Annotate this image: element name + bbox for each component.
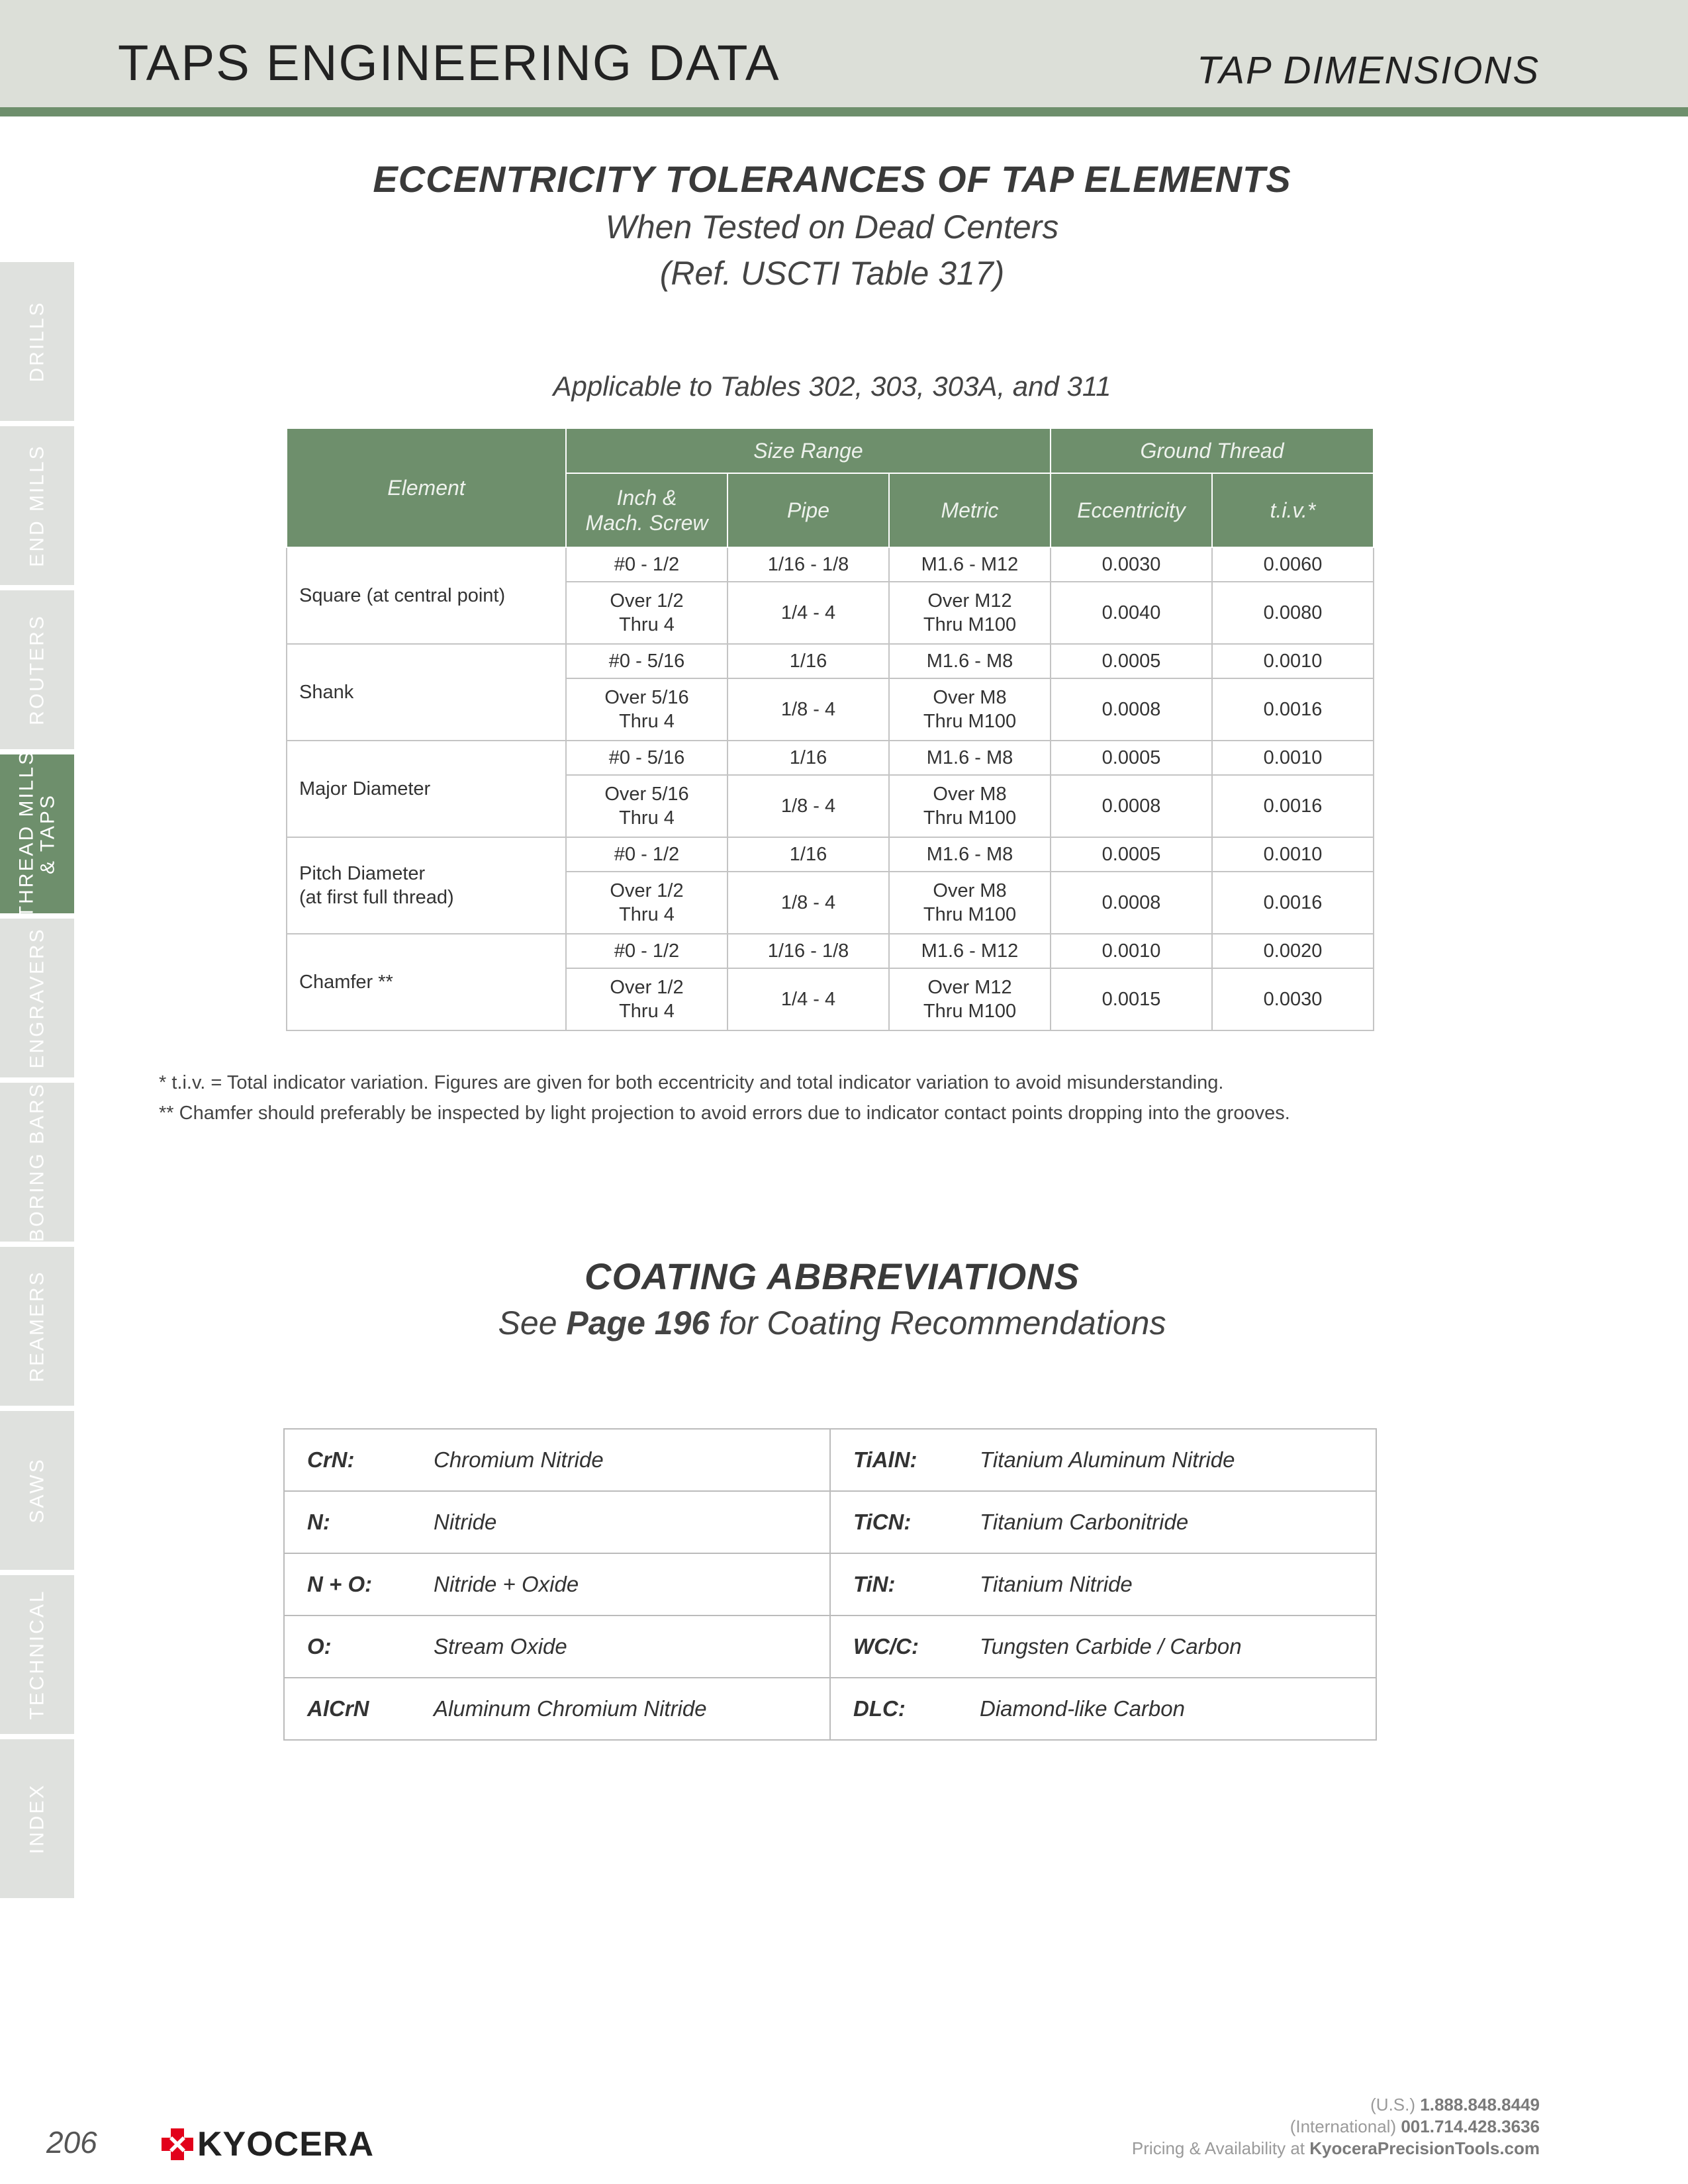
pricing-label: Pricing & Availability at bbox=[1131, 2138, 1305, 2158]
tiv-cell: 0.0016 bbox=[1212, 775, 1374, 837]
pipe-cell: 1/8 - 4 bbox=[727, 872, 889, 934]
tiv-cell: 0.0080 bbox=[1212, 582, 1374, 644]
side-tab-label: BORING BARS bbox=[26, 1082, 48, 1242]
element-line1: Pitch Diameter bbox=[299, 862, 426, 884]
header-ground-thread: Ground Thread bbox=[1051, 428, 1374, 473]
side-tab-label: TECHNICAL bbox=[26, 1589, 48, 1720]
table-row bbox=[287, 644, 1374, 678]
intl-label: (International) bbox=[1289, 2116, 1397, 2136]
metric-line1: Over M12 bbox=[927, 590, 1012, 612]
inch-line1: #0 - 5/16 bbox=[608, 650, 685, 672]
coating-abbr: O: bbox=[284, 1615, 434, 1678]
pipe-cell: 1/8 - 4 bbox=[727, 678, 889, 741]
footnote-tiv: * t.i.v. = Total indicator variation. Figures are given for both eccentricity and total indicator variation to avoid misunderstanding. bbox=[159, 1072, 1224, 1093]
pipe-cell: 1/16 bbox=[727, 837, 889, 872]
metric-line1: M1.6 - M8 bbox=[926, 650, 1013, 672]
metric-cell bbox=[889, 547, 1051, 582]
header-element: Element bbox=[287, 428, 566, 547]
header-eccentricity: Eccentricity bbox=[1051, 473, 1212, 547]
inch-line1: #0 - 1/2 bbox=[614, 843, 680, 865]
coating-row bbox=[284, 1553, 1376, 1615]
metric-cell bbox=[889, 582, 1051, 644]
eccentricity-title: ECCENTRICITY TOLERANCES OF TAP ELEMENTS bbox=[373, 158, 1291, 200]
coating-abbr: N + O: bbox=[284, 1553, 434, 1615]
inch-cell bbox=[566, 547, 727, 582]
inch-cell bbox=[566, 968, 727, 1030]
inch-line1: #0 - 1/2 bbox=[614, 553, 680, 575]
coating-row bbox=[284, 1678, 1376, 1740]
tiv-cell: 0.0016 bbox=[1212, 872, 1374, 934]
inch-line2: Thru 4 bbox=[619, 614, 675, 635]
side-tab-routers[interactable] bbox=[0, 590, 74, 749]
side-tab-label-line2: & TAPS bbox=[36, 794, 58, 874]
coating-row bbox=[284, 1615, 1376, 1678]
side-tab-thread-mills-taps[interactable] bbox=[0, 749, 74, 919]
coating-abbr: DLC: bbox=[830, 1678, 980, 1740]
eccentricity-table bbox=[286, 428, 1374, 1031]
contact-web bbox=[1132, 2138, 1540, 2160]
coating-abbr: CrN: bbox=[284, 1429, 434, 1491]
metric-line2: Thru M100 bbox=[923, 711, 1017, 732]
inch-cell bbox=[566, 582, 727, 644]
coatings-subtitle bbox=[74, 1304, 1590, 1342]
tiv-cell: 0.0016 bbox=[1212, 678, 1374, 741]
side-tab-reamers[interactable] bbox=[0, 1247, 74, 1406]
eccentricity-cell: 0.0008 bbox=[1051, 775, 1212, 837]
coatings-title: COATING ABBREVIATIONS bbox=[585, 1255, 1080, 1297]
applicable-note: Applicable to Tables 302, 303, 303A, and 311 bbox=[553, 371, 1111, 402]
side-tab-end-mills[interactable] bbox=[0, 426, 74, 585]
inch-line2: Thru 4 bbox=[619, 711, 675, 732]
side-tab-label: INDEX bbox=[26, 1783, 48, 1854]
table-row bbox=[287, 934, 1374, 968]
inch-cell bbox=[566, 741, 727, 775]
eccentricity-cell: 0.0005 bbox=[1051, 837, 1212, 872]
kyocera-logo bbox=[162, 2127, 374, 2161]
eccentricity-cell: 0.0030 bbox=[1051, 547, 1212, 582]
inch-line2: Thru 4 bbox=[619, 904, 675, 925]
element-cell bbox=[287, 934, 566, 1030]
coating-name: Stream Oxide bbox=[434, 1615, 830, 1678]
coating-table bbox=[283, 1428, 1377, 1741]
coating-row bbox=[284, 1491, 1376, 1553]
inch-line1: #0 - 1/2 bbox=[614, 940, 680, 962]
inch-cell bbox=[566, 775, 727, 837]
coating-abbr: TiCN: bbox=[830, 1491, 980, 1553]
tiv-cell: 0.0010 bbox=[1212, 644, 1374, 678]
inch-line1: #0 - 5/16 bbox=[608, 747, 685, 768]
eccentricity-subtitle-1: When Tested on Dead Centers bbox=[605, 208, 1059, 246]
inch-line1: Over 5/16 bbox=[604, 783, 689, 805]
coating-abbr: TiN: bbox=[830, 1553, 980, 1615]
eccentricity-cell: 0.0040 bbox=[1051, 582, 1212, 644]
metric-line1: M1.6 - M12 bbox=[921, 553, 1019, 575]
page-number: 206 bbox=[46, 2125, 97, 2160]
header-inch-line1: Inch & bbox=[616, 485, 677, 510]
coating-name: Titanium Aluminum Nitride bbox=[980, 1429, 1376, 1491]
coating-name: Chromium Nitride bbox=[434, 1429, 830, 1491]
table-row bbox=[287, 547, 1374, 582]
inch-cell bbox=[566, 837, 727, 872]
element-cell bbox=[287, 837, 566, 934]
side-tab-label bbox=[17, 750, 58, 918]
table-row bbox=[287, 837, 1374, 872]
metric-line2: Thru M100 bbox=[923, 1001, 1017, 1022]
coating-name: Nitride + Oxide bbox=[434, 1553, 830, 1615]
element-line2: (at first full thread) bbox=[299, 887, 454, 908]
inch-line1: Over 5/16 bbox=[604, 686, 689, 708]
tiv-cell: 0.0060 bbox=[1212, 547, 1374, 582]
element-cell bbox=[287, 741, 566, 837]
metric-line2: Thru M100 bbox=[923, 807, 1017, 829]
section-title: TAP DIMENSIONS bbox=[1197, 49, 1540, 92]
element-line1: Shank bbox=[299, 681, 354, 703]
coating-name: Aluminum Chromium Nitride bbox=[434, 1678, 830, 1740]
element-line1: Square (at central point) bbox=[299, 584, 506, 606]
tiv-cell: 0.0020 bbox=[1212, 934, 1374, 968]
header-pipe: Pipe bbox=[727, 473, 889, 547]
side-tab-boring-bars[interactable] bbox=[0, 1083, 74, 1242]
contact-intl bbox=[1132, 2116, 1540, 2138]
element-cell bbox=[287, 644, 566, 741]
tiv-cell: 0.0010 bbox=[1212, 837, 1374, 872]
metric-line1: Over M8 bbox=[933, 783, 1007, 805]
eccentricity-cell: 0.0010 bbox=[1051, 934, 1212, 968]
metric-cell bbox=[889, 934, 1051, 968]
coatings-subtitle-pre: See bbox=[498, 1304, 567, 1342]
coating-name: Nitride bbox=[434, 1491, 830, 1553]
side-tab-engravers[interactable] bbox=[0, 919, 74, 1077]
inch-cell bbox=[566, 934, 727, 968]
header-rule bbox=[0, 107, 1688, 116]
kyocera-logo-icon bbox=[162, 2128, 193, 2160]
coating-row bbox=[284, 1429, 1376, 1491]
pipe-cell: 1/16 bbox=[727, 741, 889, 775]
metric-line1: Over M8 bbox=[933, 880, 1007, 901]
us-label: (U.S.) bbox=[1370, 2095, 1416, 2115]
pipe-cell: 1/8 - 4 bbox=[727, 775, 889, 837]
header-inch bbox=[566, 473, 727, 547]
pipe-cell: 1/4 - 4 bbox=[727, 968, 889, 1030]
coating-name: Tungsten Carbide / Carbon bbox=[980, 1615, 1376, 1678]
element-line1: Chamfer ** bbox=[299, 971, 393, 993]
inch-line2: Thru 4 bbox=[619, 807, 675, 829]
side-tab-label: ROUTERS bbox=[26, 614, 48, 725]
coating-name: Diamond-like Carbon bbox=[980, 1678, 1376, 1740]
eccentricity-cell: 0.0005 bbox=[1051, 741, 1212, 775]
metric-line2: Thru M100 bbox=[923, 614, 1017, 635]
metric-line1: M1.6 - M12 bbox=[921, 940, 1019, 962]
metric-cell bbox=[889, 644, 1051, 678]
side-tab-label: ENGRAVERS bbox=[26, 927, 48, 1069]
tiv-cell: 0.0010 bbox=[1212, 741, 1374, 775]
inch-line1: Over 1/2 bbox=[610, 976, 684, 998]
header-inch-line2: Mach. Screw bbox=[585, 511, 708, 535]
eccentricity-cell: 0.0015 bbox=[1051, 968, 1212, 1030]
metric-cell bbox=[889, 837, 1051, 872]
contact-us bbox=[1132, 2094, 1540, 2116]
metric-cell bbox=[889, 741, 1051, 775]
element-cell bbox=[287, 547, 566, 644]
metric-cell bbox=[889, 872, 1051, 934]
inch-line2: Thru 4 bbox=[619, 1001, 675, 1022]
eccentricity-subtitle-2: (Ref. USCTI Table 317) bbox=[659, 255, 1005, 292]
side-tab-label-line1: THREAD MILLS bbox=[15, 749, 38, 919]
element-line1: Major Diameter bbox=[299, 778, 431, 799]
table-row bbox=[287, 741, 1374, 775]
metric-cell bbox=[889, 775, 1051, 837]
pipe-cell: 1/16 bbox=[727, 644, 889, 678]
pipe-cell: 1/4 - 4 bbox=[727, 582, 889, 644]
footnote-chamfer: ** Chamfer should preferably be inspected by light projection to avoid errors due to indicator contact points dropping into the grooves. bbox=[159, 1103, 1290, 1124]
side-tab-saws[interactable] bbox=[0, 1411, 74, 1570]
coating-abbr: TiAlN: bbox=[830, 1429, 980, 1491]
eccentricity-cell: 0.0005 bbox=[1051, 644, 1212, 678]
side-tab-label: END MILLS bbox=[26, 444, 48, 567]
us-phone[interactable]: 1.888.848.8449 bbox=[1420, 2095, 1540, 2115]
metric-line1: Over M8 bbox=[933, 686, 1007, 708]
metric-line1: Over M12 bbox=[927, 976, 1012, 998]
contact-info bbox=[1132, 2094, 1540, 2160]
coatings-page-link[interactable]: Page 196 bbox=[566, 1304, 710, 1342]
side-tab-index[interactable] bbox=[0, 1739, 74, 1898]
metric-line2: Thru M100 bbox=[923, 904, 1017, 925]
metric-cell bbox=[889, 678, 1051, 741]
metric-cell bbox=[889, 968, 1051, 1030]
kyocera-logo-text: KYOCERA bbox=[197, 2125, 375, 2163]
inch-line1: Over 1/2 bbox=[610, 590, 684, 612]
pipe-cell: 1/16 - 1/8 bbox=[727, 547, 889, 582]
side-tab-label: SAWS bbox=[26, 1457, 48, 1524]
eccentricity-cell: 0.0008 bbox=[1051, 872, 1212, 934]
header-size-range: Size Range bbox=[566, 428, 1051, 473]
inch-cell bbox=[566, 644, 727, 678]
eccentricity-cell: 0.0008 bbox=[1051, 678, 1212, 741]
intl-phone[interactable]: 001.714.428.3636 bbox=[1401, 2116, 1540, 2136]
side-tab-label: DRILLS bbox=[26, 300, 48, 383]
coating-name: Titanium Carbonitride bbox=[980, 1491, 1376, 1553]
website-link[interactable]: KyoceraPrecisionTools.com bbox=[1309, 2138, 1540, 2158]
header-metric: Metric bbox=[889, 473, 1051, 547]
coatings-subtitle-post: for Coating Recommendations bbox=[710, 1304, 1166, 1342]
header-tiv: t.i.v.* bbox=[1212, 473, 1374, 547]
coating-abbr: WC/C: bbox=[830, 1615, 980, 1678]
side-tab-technical[interactable] bbox=[0, 1575, 74, 1734]
tiv-cell: 0.0030 bbox=[1212, 968, 1374, 1030]
coating-abbr: N: bbox=[284, 1491, 434, 1553]
metric-line1: M1.6 - M8 bbox=[926, 843, 1013, 865]
side-tab-label: REAMERS bbox=[26, 1270, 48, 1383]
coating-abbr: AlCrN bbox=[284, 1678, 434, 1740]
inch-cell bbox=[566, 872, 727, 934]
inch-cell bbox=[566, 678, 727, 741]
page-title: TAPS ENGINEERING DATA bbox=[118, 35, 780, 91]
inch-line1: Over 1/2 bbox=[610, 880, 684, 901]
pipe-cell: 1/16 - 1/8 bbox=[727, 934, 889, 968]
metric-line1: M1.6 - M8 bbox=[926, 747, 1013, 768]
side-tab-drills[interactable] bbox=[0, 262, 74, 421]
coating-name: Titanium Nitride bbox=[980, 1553, 1376, 1615]
